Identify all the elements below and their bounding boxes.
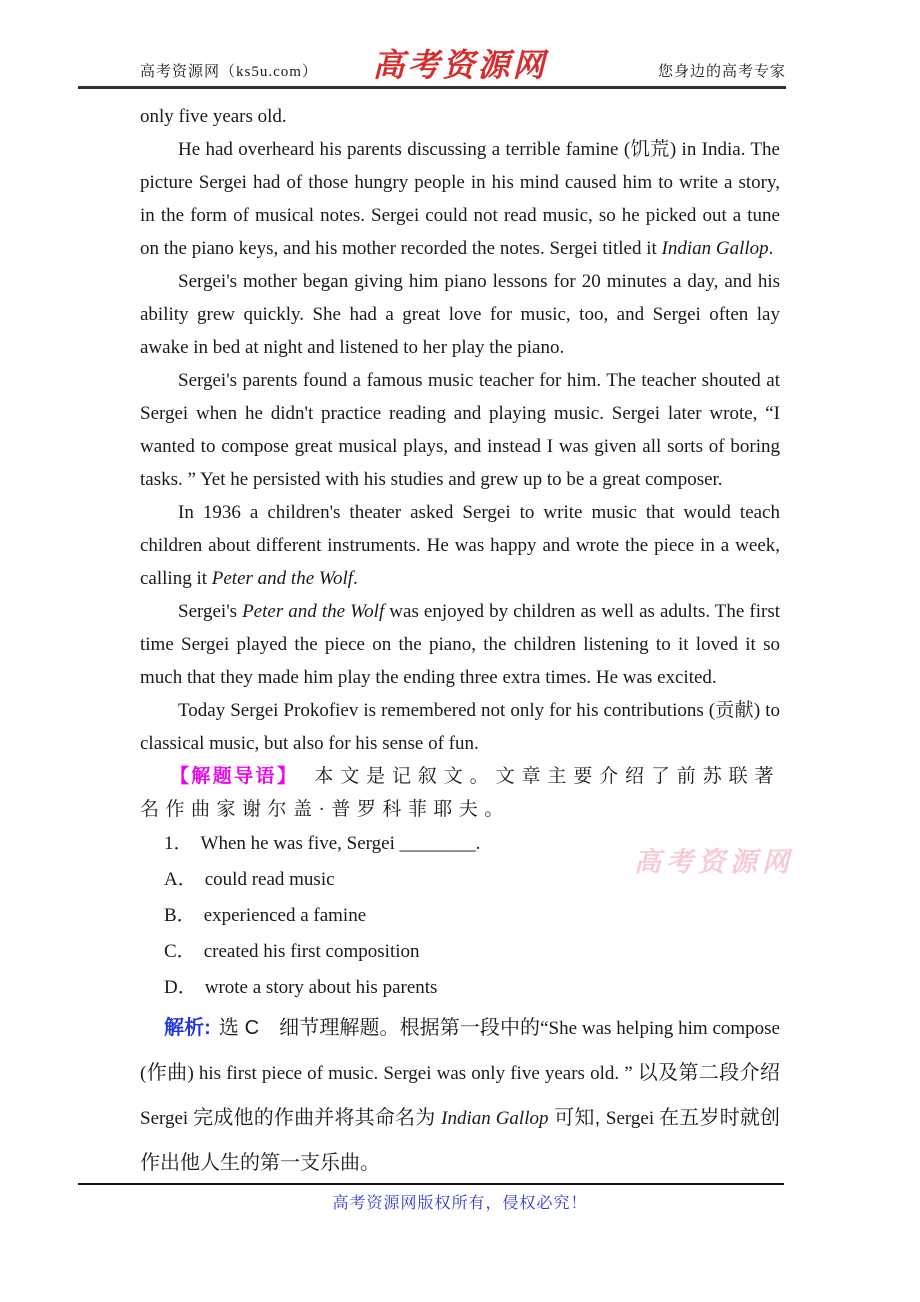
option-c — [164, 934, 780, 970]
analysis-text-en: “She was helping him compose ( — [140, 1018, 780, 1084]
italic-title: Peter and the Wolf — [211, 568, 354, 589]
analysis-text-en: ) his first piece of music. Sergei was only five years old. ” — [187, 1063, 638, 1084]
analysis-italic-title: Indian Gallop — [441, 1108, 549, 1129]
analysis-text-en: Sergei — [140, 1108, 194, 1129]
option-a — [164, 862, 780, 898]
analysis-text-en: Sergei — [605, 1108, 660, 1129]
question-1 — [140, 826, 780, 1006]
option-b-text: experienced a famine — [203, 905, 367, 926]
option-c-text: created his first composition — [203, 941, 420, 962]
paragraph-text: was enjoyed by children as well as adults. The first time Sergei played the piece on the piano, the children listening to it loved it so much that they made him play the ending three extra times. He was excited. — [140, 601, 781, 688]
question-stem-text: When he was five, Sergei ________. — [200, 833, 481, 854]
watermark: 高考资源网 — [634, 847, 794, 877]
paragraph-text: Sergei's — [178, 601, 243, 622]
paragraph-text: He had overheard his parents discussing a terrible famine (饥荒) in India. The picture Sergei had of those hungry people in his mind caused him to write a story, in the form of musical notes. Sergei could not read music, so he picked out a tune on the piano keys, and his mother recorded the notes. Sergei titled it — [140, 139, 780, 259]
paragraph-text: only five years old. — [140, 106, 287, 127]
analysis-text-cn: 以及第二段介绍 — [637, 1062, 781, 1084]
analysis-text-cn: 作曲 — [146, 1062, 188, 1084]
paragraph-text: Today Sergei Prokofiev is remembered not only for his contributions (贡献) to classical music, but also for his sense of fun. — [140, 700, 780, 754]
analysis-text-cn: 在五岁时就创作出他人生的第一支乐曲。 — [140, 1107, 781, 1174]
passage-paragraph-7 — [140, 694, 780, 760]
guide-text: 本文是记叙文。文章主要介绍了前苏联著名作曲家谢尔盖·普罗科菲耶夫。 — [140, 766, 780, 820]
footer-divider — [78, 1183, 784, 1185]
analysis-note — [140, 1006, 780, 1186]
italic-title: Indian Gallop — [661, 238, 769, 259]
passage — [140, 100, 780, 1186]
option-c-key: C． — [164, 941, 196, 962]
analysis-text-cn: 可知, — [548, 1107, 606, 1129]
header-divider — [78, 86, 786, 89]
passage-paragraph-6 — [140, 595, 780, 694]
paragraph-text: In 1936 a children's theater asked Sergei to write music that would teach children about different instruments. He was happy and wrote the piece in a week, calling it — [140, 502, 780, 589]
option-d — [164, 970, 780, 1006]
passage-paragraph-2 — [140, 133, 780, 265]
paragraph-text: . — [768, 238, 774, 259]
option-d-text: wrote a story about his parents — [204, 977, 438, 998]
paragraph-text: . — [353, 568, 358, 589]
paragraph-text: Sergei's mother began giving him piano lessons for 20 minutes a day, and his ability grew quickly. She had a great love for music, too, and Sergei often lay awake in bed at night and listened to her play the piano. — [140, 271, 780, 358]
footer-copyright: 高考资源网版权所有，侵权必究！ — [332, 1195, 588, 1212]
paragraph-text: Sergei's parents found a famous music teacher for him. The teacher shouted at Sergei when he didn't practice reading and playing music. Sergei later wrote, “I wanted to compose great musical plays, and instead I was given all sorts of boring tasks. ” Yet he persisted with his studies and grew up to be a great composer. — [140, 370, 780, 490]
guide-note — [140, 760, 780, 826]
analysis-label: 解析: — [164, 1017, 211, 1039]
guide-label: 【解题导语】 — [170, 766, 299, 787]
passage-paragraph-3 — [140, 265, 780, 364]
analysis-text-cn: 选 C 细节理解题。根据第一段中的 — [218, 1017, 541, 1039]
option-a-text: could read music — [204, 869, 335, 890]
question-stem — [164, 826, 780, 862]
option-b — [164, 898, 780, 934]
header-site-name: 高考资源网（ks5u.com） — [140, 64, 318, 80]
italic-title: Peter and the Wolf — [242, 601, 385, 622]
site-logo: 高考资源网 — [372, 47, 548, 83]
question-number: 1． — [164, 833, 193, 854]
passage-paragraph-4 — [140, 364, 780, 496]
analysis-text-cn: 完成他的作曲并将其命名为 — [193, 1107, 442, 1129]
option-d-key: D． — [164, 977, 197, 998]
header-slogan: 您身边的高考专家 — [657, 64, 786, 80]
option-b-key: B． — [164, 905, 196, 926]
passage-paragraph-5 — [140, 496, 780, 595]
option-a-key: A． — [164, 869, 197, 890]
passage-paragraph-1 — [140, 100, 780, 133]
